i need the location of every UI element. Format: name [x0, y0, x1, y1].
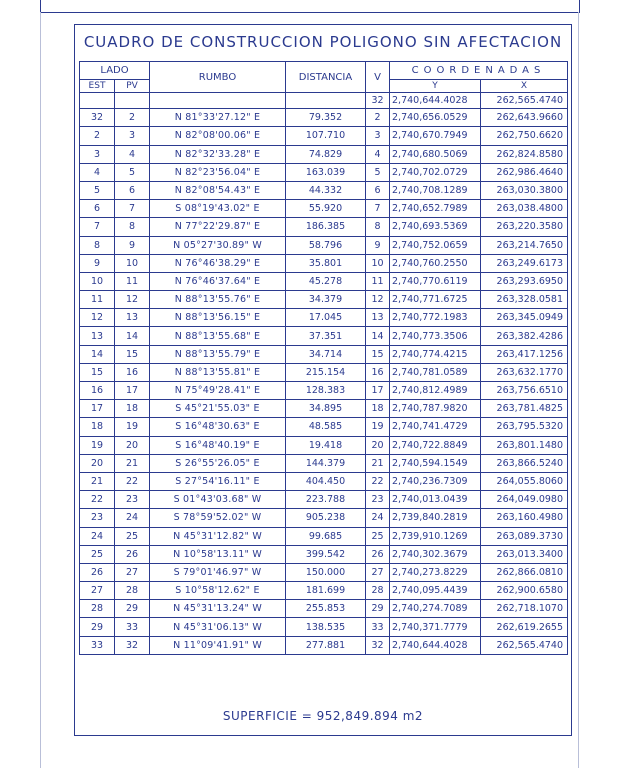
cell-v: 21 [366, 454, 390, 472]
cell-est: 18 [80, 418, 115, 436]
cell-distancia: 399.542 [286, 545, 366, 563]
cell-rumbo: S 10°58'12.62" E [150, 582, 286, 600]
cell-pv: 19 [115, 418, 150, 436]
cell-distancia: 74.829 [286, 145, 366, 163]
cell-est: 5 [80, 181, 115, 199]
cell-x: 263,756.6510 [481, 382, 568, 400]
cell-v: 2 [366, 109, 390, 127]
cell-y: 2,740,013.0439 [390, 491, 481, 509]
cell-est: 21 [80, 472, 115, 490]
cell-rumbo: S 08°19'43.02" E [150, 200, 286, 218]
cell-x: 262,986.4640 [481, 163, 568, 181]
cell-v: 17 [366, 382, 390, 400]
pv-header: PV [115, 80, 150, 93]
table-row [80, 327, 568, 345]
cell-rumbo: N 82°08'54.43" E [150, 181, 286, 199]
cell-y: 2,740,302.3679 [390, 545, 481, 563]
cell-y: 2,739,910.1269 [390, 527, 481, 545]
cell-est: 10 [80, 272, 115, 290]
cell-distancia: 404.450 [286, 472, 366, 490]
cell-pv: 5 [115, 163, 150, 181]
cell-rumbo: N 82°23'56.04" E [150, 163, 286, 181]
cell-x: 262,718.1070 [481, 600, 568, 618]
cell-distancia: 128.383 [286, 382, 366, 400]
table-row [80, 218, 568, 236]
cell-est: 33 [80, 636, 115, 654]
table-row [80, 600, 568, 618]
cell-distancia: 138.535 [286, 618, 366, 636]
cell-y: 2,740,594.1549 [390, 454, 481, 472]
cell-rumbo: S 01°43'03.68" W [150, 491, 286, 509]
table-row [80, 291, 568, 309]
cell-distancia: 44.332 [286, 181, 366, 199]
cell-y: 2,740,095.4439 [390, 582, 481, 600]
table-row [80, 382, 568, 400]
cell-y: 2,740,680.5069 [390, 145, 481, 163]
cell-distancia: 34.379 [286, 291, 366, 309]
cell-y: 2,740,781.0589 [390, 363, 481, 381]
cell-pv: 27 [115, 563, 150, 581]
cell-est: 9 [80, 254, 115, 272]
cell-y: 2,740,274.7089 [390, 600, 481, 618]
cell-v: 27 [366, 563, 390, 581]
cell-v: 11 [366, 272, 390, 290]
cell-pv: 6 [115, 181, 150, 199]
coordenadas-header: COORDENADAS [390, 62, 568, 80]
cell-rumbo: S 16°48'30.63" E [150, 418, 286, 436]
cell-rumbo: N 88°13'55.68" E [150, 327, 286, 345]
cell-v: 24 [366, 509, 390, 527]
cell-rumbo: N 81°33'27.12" E [150, 109, 286, 127]
cell-pv: 15 [115, 345, 150, 363]
cell-y: 2,740,722.8849 [390, 436, 481, 454]
cell-distancia: 34.895 [286, 400, 366, 418]
cell-distancia: 215.154 [286, 363, 366, 381]
cell-est: 27 [80, 582, 115, 600]
cell-v: 14 [366, 327, 390, 345]
cell-x: 262,900.6580 [481, 582, 568, 600]
cell-x: 263,795.5320 [481, 418, 568, 436]
cell-rumbo: N 45°31'12.82" W [150, 527, 286, 545]
cell-x: 263,038.4800 [481, 200, 568, 218]
cell-distancia: 37.351 [286, 327, 366, 345]
x-header: X [481, 80, 568, 93]
y-header: Y [390, 80, 481, 93]
table-row [80, 527, 568, 545]
cell-est: 11 [80, 291, 115, 309]
cell-est: 24 [80, 527, 115, 545]
table-row [80, 109, 568, 127]
cell-est: 3 [80, 145, 115, 163]
cell-est: 12 [80, 309, 115, 327]
cell-distancia: 79.352 [286, 109, 366, 127]
cell-v: 32 [366, 636, 390, 654]
rumbo-header: RUMBO [150, 62, 286, 93]
cell-est: 29 [80, 618, 115, 636]
table-row [80, 181, 568, 199]
cell-v: 7 [366, 200, 390, 218]
cell-est: 17 [80, 400, 115, 418]
cell-v: 29 [366, 600, 390, 618]
construction-table [79, 61, 568, 655]
table-row [80, 127, 568, 145]
cell-distancia: 181.699 [286, 582, 366, 600]
cell-est: 25 [80, 545, 115, 563]
cell-distancia: 277.881 [286, 636, 366, 654]
cell-x: 263,866.5240 [481, 454, 568, 472]
cell-distancia: 144.379 [286, 454, 366, 472]
table-row [80, 509, 568, 527]
table-row [80, 491, 568, 509]
cell-distancia: 19.418 [286, 436, 366, 454]
cell-rumbo [150, 93, 286, 109]
cell-y: 2,740,770.6119 [390, 272, 481, 290]
cell-rumbo: N 10°58'13.11" W [150, 545, 286, 563]
table-row [80, 163, 568, 181]
table-row [80, 363, 568, 381]
table-row [80, 454, 568, 472]
cell-est: 6 [80, 200, 115, 218]
cell-rumbo: S 78°59'52.02" W [150, 509, 286, 527]
cell-est: 20 [80, 454, 115, 472]
table-row [80, 236, 568, 254]
cell-pv: 23 [115, 491, 150, 509]
cell-v: 9 [366, 236, 390, 254]
cell-v: 22 [366, 472, 390, 490]
cell-x: 263,328.0581 [481, 291, 568, 309]
cell-x: 263,249.6173 [481, 254, 568, 272]
cell-rumbo: N 76°46'37.64" E [150, 272, 286, 290]
cell-v: 10 [366, 254, 390, 272]
cell-y: 2,740,741.4729 [390, 418, 481, 436]
table-row [80, 345, 568, 363]
cell-rumbo: N 05°27'30.89" W [150, 236, 286, 254]
cell-rumbo: N 88°13'56.15" E [150, 309, 286, 327]
cell-rumbo: S 16°48'40.19" E [150, 436, 286, 454]
cell-est: 8 [80, 236, 115, 254]
cell-y: 2,740,787.9820 [390, 400, 481, 418]
cell-y: 2,740,656.0529 [390, 109, 481, 127]
cell-rumbo: N 88°13'55.76" E [150, 291, 286, 309]
cell-x: 263,013.3400 [481, 545, 568, 563]
cell-v: 8 [366, 218, 390, 236]
table-row [80, 545, 568, 563]
cell-est: 26 [80, 563, 115, 581]
cell-v: 15 [366, 345, 390, 363]
cell-rumbo: N 76°46'38.29" E [150, 254, 286, 272]
cell-rumbo: N 45°31'06.13" W [150, 618, 286, 636]
lado-header: LADO [80, 62, 150, 80]
cell-est [80, 93, 115, 109]
cell-rumbo: N 45°31'13.24" W [150, 600, 286, 618]
table-title: CUADRO DE CONSTRUCCION POLIGONO SIN AFECTACION [83, 33, 563, 51]
cell-pv: 32 [115, 636, 150, 654]
cell-pv: 28 [115, 582, 150, 600]
cell-distancia: 905.238 [286, 509, 366, 527]
table-row [80, 418, 568, 436]
cell-rumbo: N 88°13'55.79" E [150, 345, 286, 363]
cell-v: 16 [366, 363, 390, 381]
cell-pv: 12 [115, 291, 150, 309]
cell-pv: 17 [115, 382, 150, 400]
distancia-header: DISTANCIA [286, 62, 366, 93]
cell-v: 33 [366, 618, 390, 636]
cell-pv: 20 [115, 436, 150, 454]
table-row [80, 563, 568, 581]
cell-est: 22 [80, 491, 115, 509]
cell-x: 263,220.3580 [481, 218, 568, 236]
cell-rumbo: N 77°22'29.87" E [150, 218, 286, 236]
cell-est: 2 [80, 127, 115, 145]
cell-pv: 11 [115, 272, 150, 290]
cell-rumbo: N 88°13'55.81" E [150, 363, 286, 381]
cell-y: 2,740,652.7989 [390, 200, 481, 218]
cell-y: 2,740,774.4215 [390, 345, 481, 363]
cell-v: 20 [366, 436, 390, 454]
cell-est: 15 [80, 363, 115, 381]
cell-x: 262,643.9660 [481, 109, 568, 127]
cell-est: 28 [80, 600, 115, 618]
cell-est: 4 [80, 163, 115, 181]
sheet-edge-right [578, 12, 579, 768]
cell-rumbo: N 82°32'33.28" E [150, 145, 286, 163]
cell-est: 32 [80, 109, 115, 127]
table-row [80, 618, 568, 636]
cell-y: 2,740,812.4989 [390, 382, 481, 400]
table-row [80, 472, 568, 490]
cell-est: 23 [80, 509, 115, 527]
cell-v: 18 [366, 400, 390, 418]
cell-pv: 22 [115, 472, 150, 490]
cell-x: 262,565.4740 [481, 636, 568, 654]
cell-x: 263,382.4286 [481, 327, 568, 345]
cell-y: 2,740,773.3506 [390, 327, 481, 345]
cell-pv: 18 [115, 400, 150, 418]
cell-distancia: 186.385 [286, 218, 366, 236]
cell-distancia: 99.685 [286, 527, 366, 545]
cell-y: 2,740,693.5369 [390, 218, 481, 236]
cell-distancia: 163.039 [286, 163, 366, 181]
table-row-initial-vertex [80, 93, 568, 109]
table-row [80, 272, 568, 290]
cell-y: 2,740,670.7949 [390, 127, 481, 145]
cell-distancia: 55.920 [286, 200, 366, 218]
cell-rumbo: S 45°21'55.03" E [150, 400, 286, 418]
cell-pv: 25 [115, 527, 150, 545]
cell-distancia [286, 93, 366, 109]
cell-distancia: 34.714 [286, 345, 366, 363]
table-row [80, 400, 568, 418]
cell-distancia: 35.801 [286, 254, 366, 272]
cell-pv: 2 [115, 109, 150, 127]
cell-x: 263,801.1480 [481, 436, 568, 454]
est-header: EST [80, 80, 115, 93]
cell-y: 2,740,752.0659 [390, 236, 481, 254]
cell-y: 2,740,708.1289 [390, 181, 481, 199]
cell-x: 263,030.3800 [481, 181, 568, 199]
cell-pv: 4 [115, 145, 150, 163]
cell-y: 2,740,702.0729 [390, 163, 481, 181]
cell-pv: 14 [115, 327, 150, 345]
table-row [80, 436, 568, 454]
sheet-edge-left [40, 12, 41, 768]
cell-pv: 7 [115, 200, 150, 218]
cell-v: 23 [366, 491, 390, 509]
cell-x: 262,750.6620 [481, 127, 568, 145]
cell-pv: 21 [115, 454, 150, 472]
cell-x: 263,345.0949 [481, 309, 568, 327]
cell-pv [115, 93, 150, 109]
cell-y: 2,740,644.4028 [390, 636, 481, 654]
cell-distancia: 255.853 [286, 600, 366, 618]
cell-distancia: 107.710 [286, 127, 366, 145]
cell-x: 263,417.1256 [481, 345, 568, 363]
cell-v: 26 [366, 545, 390, 563]
header-row [80, 62, 568, 80]
cell-x: 263,089.3730 [481, 527, 568, 545]
cell-v: 13 [366, 309, 390, 327]
cell-v: 4 [366, 145, 390, 163]
table-row [80, 145, 568, 163]
cell-pv: 10 [115, 254, 150, 272]
cell-rumbo: S 79°01'46.97" W [150, 563, 286, 581]
table-row [80, 200, 568, 218]
cell-v: 32 [366, 93, 390, 109]
cell-x: 264,049.0980 [481, 491, 568, 509]
table-row [80, 254, 568, 272]
construction-table-frame [74, 24, 572, 736]
upper-drawing-frame [40, 0, 580, 13]
cell-pv: 29 [115, 600, 150, 618]
cell-y: 2,740,771.6725 [390, 291, 481, 309]
cell-x: 263,293.6950 [481, 272, 568, 290]
cell-pv: 24 [115, 509, 150, 527]
cell-y: 2,740,236.7309 [390, 472, 481, 490]
cell-v: 5 [366, 163, 390, 181]
cell-x: 263,160.4980 [481, 509, 568, 527]
cell-distancia: 223.788 [286, 491, 366, 509]
cell-v: 3 [366, 127, 390, 145]
cell-rumbo: S 26°55'26.05" E [150, 454, 286, 472]
v-header: V [366, 62, 390, 93]
cell-est: 16 [80, 382, 115, 400]
cell-distancia: 45.278 [286, 272, 366, 290]
cell-pv: 8 [115, 218, 150, 236]
cell-rumbo: N 75°49'28.41" E [150, 382, 286, 400]
cell-v: 25 [366, 527, 390, 545]
cell-y: 2,740,371.7779 [390, 618, 481, 636]
cell-pv: 16 [115, 363, 150, 381]
cell-distancia: 58.796 [286, 236, 366, 254]
cell-pv: 26 [115, 545, 150, 563]
cell-distancia: 17.045 [286, 309, 366, 327]
cell-v: 6 [366, 181, 390, 199]
cell-x: 262,565.4740 [481, 93, 568, 109]
cell-pv: 13 [115, 309, 150, 327]
cell-est: 13 [80, 327, 115, 345]
cell-v: 12 [366, 291, 390, 309]
cell-y: 2,740,644.4028 [390, 93, 481, 109]
cell-est: 7 [80, 218, 115, 236]
cell-pv: 3 [115, 127, 150, 145]
cell-y: 2,740,772.1983 [390, 309, 481, 327]
cell-x: 263,781.4825 [481, 400, 568, 418]
table-row [80, 636, 568, 654]
cell-distancia: 150.000 [286, 563, 366, 581]
cell-y: 2,740,760.2550 [390, 254, 481, 272]
cell-est: 14 [80, 345, 115, 363]
cell-rumbo: S 27°54'16.11" E [150, 472, 286, 490]
cell-x: 262,619.2655 [481, 618, 568, 636]
cell-x: 262,866.0810 [481, 563, 568, 581]
cell-x: 264,055.8060 [481, 472, 568, 490]
cell-x: 263,632.1770 [481, 363, 568, 381]
table-row [80, 309, 568, 327]
table-row [80, 582, 568, 600]
cell-x: 262,824.8580 [481, 145, 568, 163]
cell-distancia: 48.585 [286, 418, 366, 436]
cell-pv: 33 [115, 618, 150, 636]
superficie-total: SUPERFICIE = 952,849.894 m2 [222, 709, 424, 723]
cell-v: 28 [366, 582, 390, 600]
cell-y: 2,739,840.2819 [390, 509, 481, 527]
cell-pv: 9 [115, 236, 150, 254]
cell-x: 263,214.7650 [481, 236, 568, 254]
cell-rumbo: N 11°09'41.91" W [150, 636, 286, 654]
cell-y: 2,740,273.8229 [390, 563, 481, 581]
cell-rumbo: N 82°08'00.06" E [150, 127, 286, 145]
cell-est: 19 [80, 436, 115, 454]
cell-v: 19 [366, 418, 390, 436]
